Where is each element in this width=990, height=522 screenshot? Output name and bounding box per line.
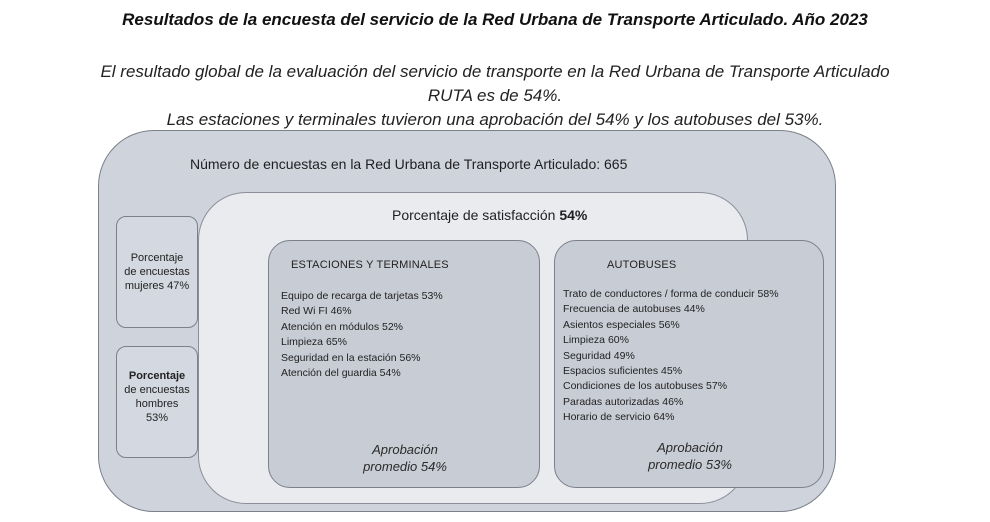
women-percentage-box bbox=[116, 216, 198, 328]
list-item: Paradas autorizadas 46% bbox=[563, 395, 684, 408]
buses-panel bbox=[554, 240, 824, 488]
women-line-1: Porcentaje bbox=[130, 252, 184, 264]
list-item: Seguridad 49% bbox=[563, 349, 635, 362]
satisfaction-value: 54% bbox=[559, 207, 588, 223]
document-title: Resultados de la encuesta del servicio de la Red Urbana de Transporte Articulado. Año 2023 bbox=[122, 10, 868, 29]
list-item: Espacios suficientes 45% bbox=[563, 365, 683, 378]
buses-average-line-1: Aprobación bbox=[657, 440, 723, 455]
men-line-2: de encuestas bbox=[124, 384, 190, 396]
stations-title: ESTACIONES Y TERMINALES bbox=[291, 259, 449, 271]
satisfaction-label bbox=[392, 207, 587, 223]
intro-line-1: El resultado global de la evaluación del servicio de transporte en la Red Urbana de Transporte Articulado bbox=[100, 62, 890, 81]
buses-average-line-2: promedio 53% bbox=[648, 457, 732, 472]
stations-average bbox=[269, 441, 541, 475]
stations-item-list bbox=[281, 289, 443, 381]
list-item: Atención del guardia 54% bbox=[281, 367, 401, 380]
women-line-2: de encuestas bbox=[124, 266, 190, 278]
men-value: 53% bbox=[145, 412, 169, 424]
women-value: 47% bbox=[167, 280, 190, 292]
buses-item-list bbox=[563, 287, 779, 426]
survey-count-label: Número de encuestas en la Red Urbana de Transporte Articulado: 665 bbox=[190, 156, 628, 172]
list-item: Condiciones de los autobuses 57% bbox=[563, 380, 728, 393]
list-item: Atención en módulos 52% bbox=[281, 320, 403, 333]
list-item: Red Wi FI 46% bbox=[281, 305, 352, 318]
women-line-3 bbox=[117, 279, 197, 293]
buses-title: AUTOBUSES bbox=[607, 259, 677, 271]
list-item: Limpieza 65% bbox=[281, 336, 347, 349]
list-item: Equipo de recarga de tarjetas 53% bbox=[281, 290, 443, 302]
list-item: Asientos especiales 56% bbox=[563, 318, 680, 331]
list-item: Seguridad en la estación 56% bbox=[281, 351, 421, 364]
intro-line-2: RUTA es de 54%. bbox=[427, 86, 563, 105]
list-item: Trato de conductores / forma de conducir 58% bbox=[563, 288, 779, 300]
list-item: Horario de servicio 64% bbox=[563, 411, 675, 424]
stations-average-line-2: promedio 54% bbox=[363, 459, 447, 474]
women-label: mujeres bbox=[124, 280, 165, 292]
list-item: Limpieza 60% bbox=[563, 334, 629, 347]
men-line-3: hombres bbox=[135, 398, 179, 410]
satisfaction-text: Porcentaje de satisfacción bbox=[392, 207, 556, 223]
stations-panel bbox=[268, 240, 540, 488]
list-item: Frecuencia de autobuses 44% bbox=[563, 303, 705, 316]
men-percentage-box bbox=[116, 346, 198, 458]
men-line-1: Porcentaje bbox=[128, 370, 186, 382]
intro-line-3: Las estaciones y terminales tuvieron una aprobación del 54% y los autobuses del 53%. bbox=[166, 110, 824, 129]
stations-average-line-1: Aprobación bbox=[372, 442, 438, 457]
buses-average bbox=[555, 439, 825, 473]
